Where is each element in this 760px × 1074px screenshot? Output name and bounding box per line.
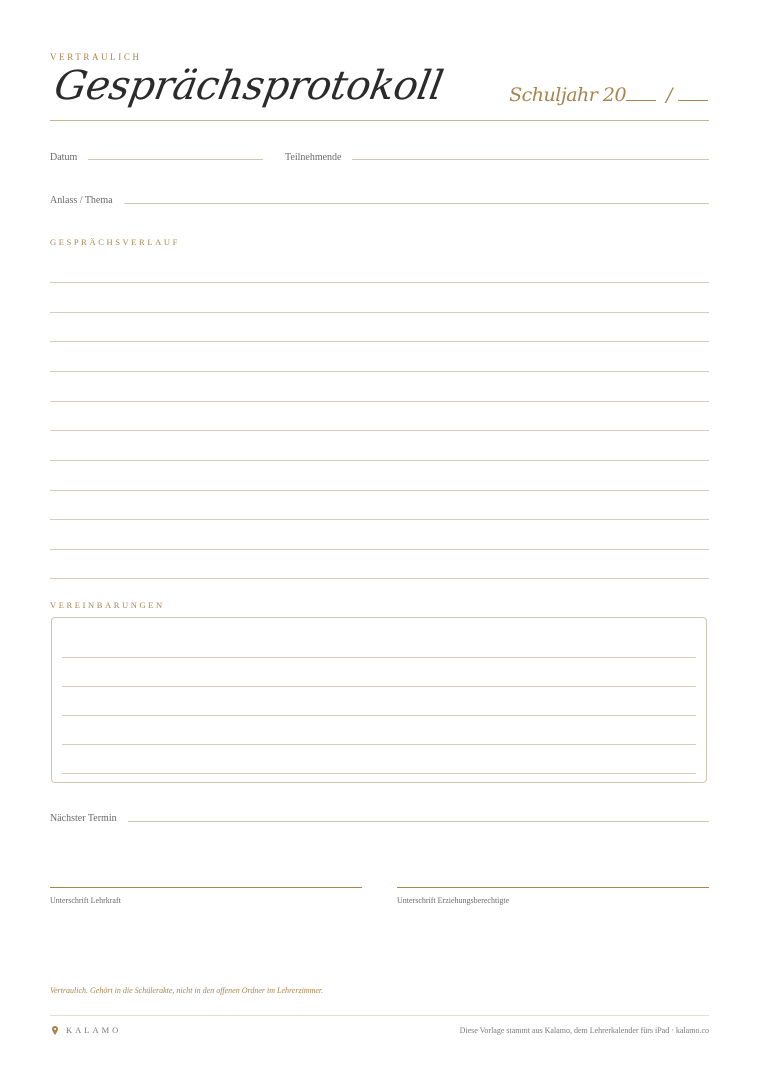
next-appointment-label: Nächster Termin [50, 813, 117, 824]
course-heading: GESPRÄCHSVERLAUF [50, 237, 180, 247]
brand-name: KALAMO [66, 1025, 122, 1035]
writing-line[interactable] [50, 578, 709, 579]
teacher-signature-label: Unterschrift Lehrkraft [50, 896, 121, 905]
schoolyear-field[interactable] [509, 84, 708, 106]
schoolyear-blank-1[interactable] [626, 84, 656, 101]
guardian-signature-line[interactable] [397, 887, 709, 888]
box-line[interactable] [62, 744, 696, 745]
guardian-signature-label: Unterschrift Erziehungsberechtigte [397, 896, 510, 905]
writing-line[interactable] [50, 490, 709, 491]
writing-line[interactable] [50, 460, 709, 461]
writing-line[interactable] [50, 341, 709, 342]
topic-field[interactable] [124, 203, 709, 204]
writing-line[interactable] [50, 401, 709, 402]
writing-line[interactable] [50, 312, 709, 313]
writing-line[interactable] [50, 430, 709, 431]
box-line[interactable] [62, 686, 696, 687]
writing-line[interactable] [50, 282, 709, 283]
writing-line[interactable] [50, 519, 709, 520]
agreements-heading: VEREINBARUNGEN [50, 600, 165, 610]
confidential-kicker: VERTRAULICH [50, 52, 142, 62]
schoolyear-label: Schuljahr 20 [509, 84, 627, 106]
date-label: Datum [50, 152, 78, 163]
agreements-box[interactable] [51, 617, 707, 783]
location-pin-icon [52, 1026, 58, 1035]
box-line[interactable] [62, 657, 696, 658]
schoolyear-blank-2[interactable] [678, 84, 708, 101]
brand [52, 1025, 121, 1035]
topic-label: Anlass / Thema [50, 195, 113, 206]
next-appointment-field[interactable] [128, 821, 709, 822]
teacher-signature-line[interactable] [50, 887, 362, 888]
box-line[interactable] [62, 715, 696, 716]
writing-line[interactable] [50, 371, 709, 372]
writing-line[interactable] [50, 549, 709, 550]
header-rule [50, 120, 709, 121]
participants-field[interactable] [352, 159, 709, 160]
footer-rule [50, 1015, 709, 1016]
box-line[interactable] [62, 773, 696, 774]
date-field[interactable] [88, 159, 263, 160]
participants-label: Teilnehmende [285, 152, 342, 163]
schoolyear-slash: / [666, 84, 672, 106]
confidential-note: Vertraulich. Gehört in die Schülerakte, nicht in den offenen Ordner im Lehrerzimmer. [50, 986, 324, 995]
footer-credit: Diese Vorlage stammt aus Kalamo, dem Lehrerkalender fürs iPad · kalamo.co [459, 1026, 709, 1035]
page-title: Gesprächsprotokoll [50, 63, 447, 109]
